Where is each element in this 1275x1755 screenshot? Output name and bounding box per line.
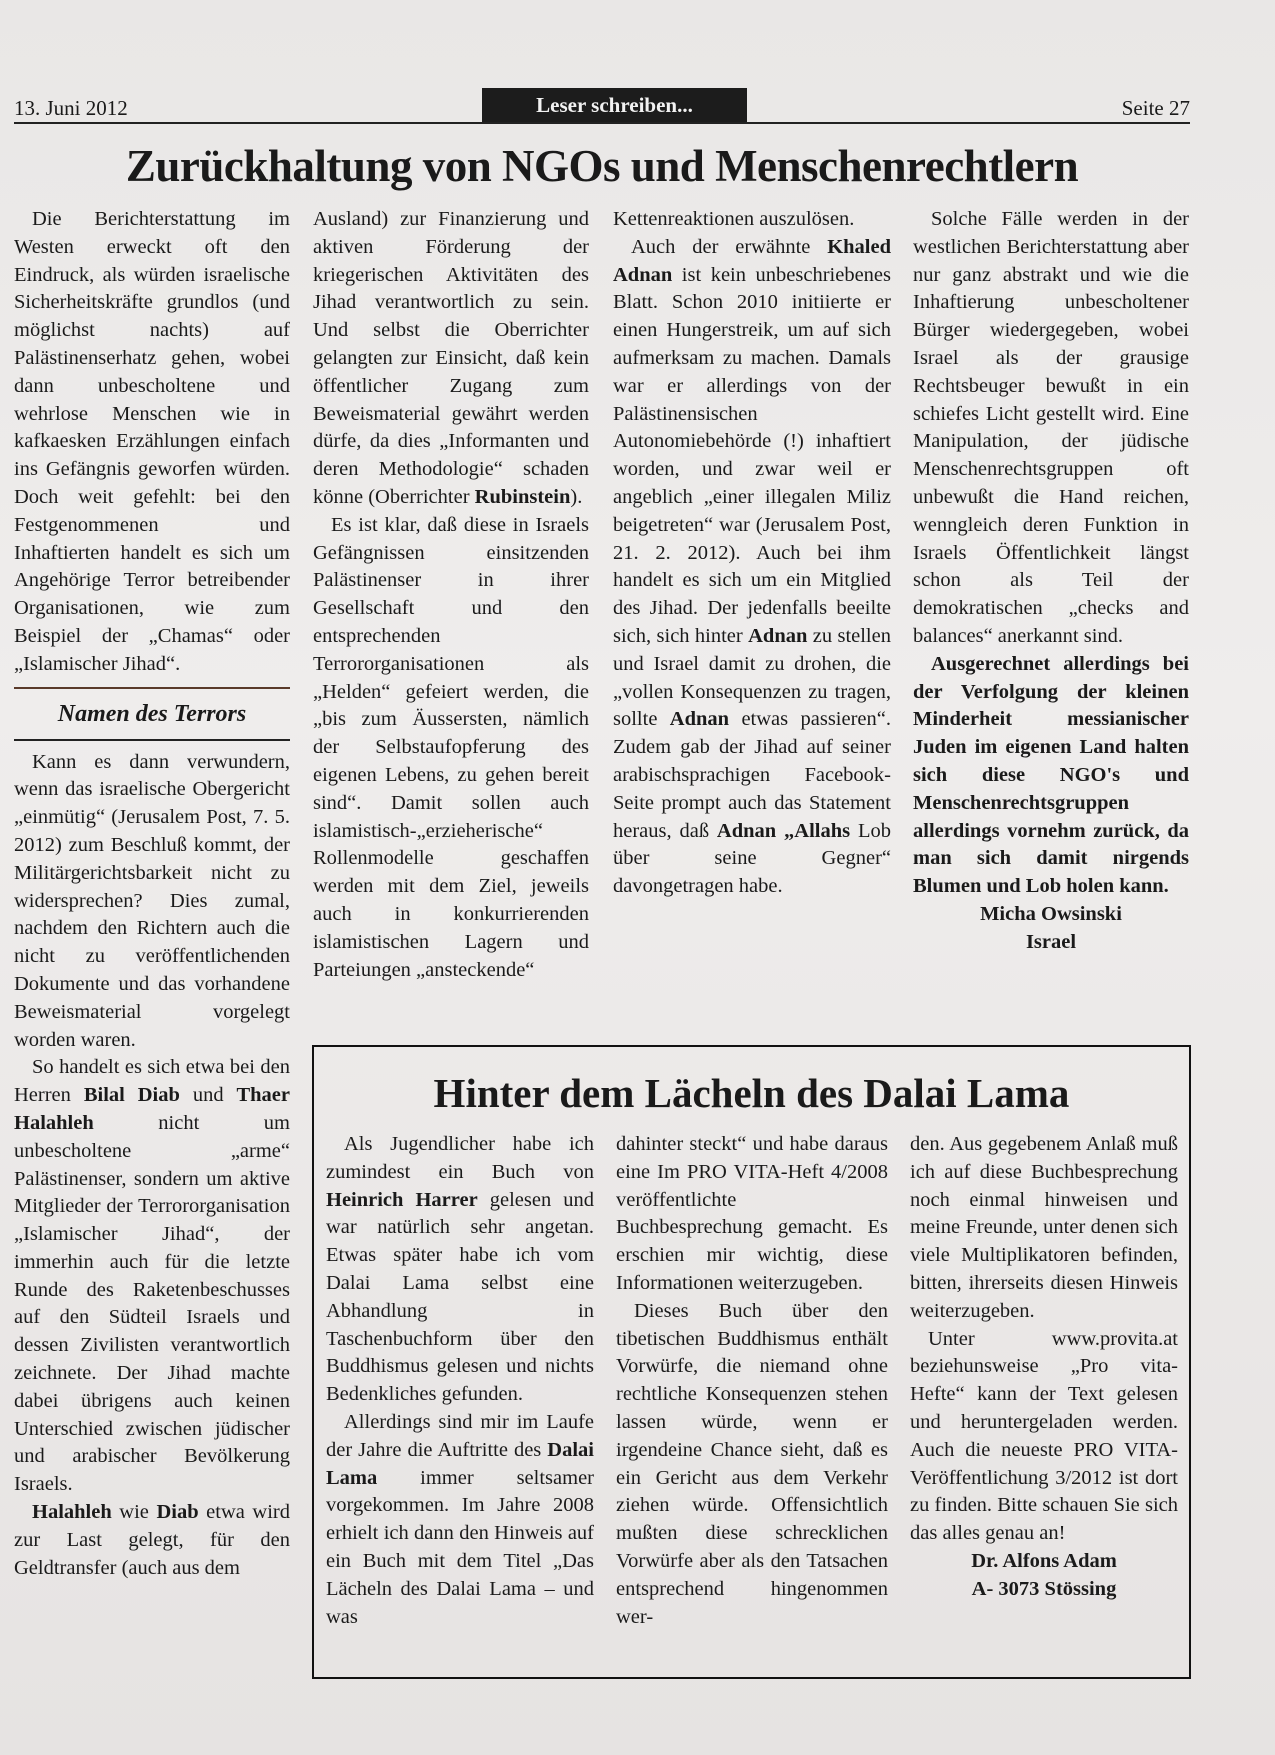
subhead-namen-des-terrors: Namen des Terrors bbox=[57, 700, 247, 727]
article2-c2-p1: dahinter steckt“ und habe daraus eine Im PRO VITA-Heft 4/2008 veröffentlichte Buchbesprechung gemacht. Es erschien mir wichtig, diese Informationen weiterzugeben. bbox=[616, 1133, 888, 1294]
author2-name: Dr. Alfons Adam bbox=[971, 1549, 1117, 1572]
page-header bbox=[14, 88, 1190, 124]
article1-column-4 bbox=[913, 206, 1189, 1006]
issue-date: 13. Juni 2012 bbox=[14, 96, 128, 120]
author2-place: A- 3073 Stössing bbox=[971, 1577, 1117, 1600]
article1-c1-p4: Halahleh wie Diab etwa wird zur Last gelegt, für den Geldtransfer (auch aus dem bbox=[14, 1501, 290, 1579]
article2-headline: Hinter dem Lächeln des Dalai Lama bbox=[433, 1070, 1070, 1116]
article2-c3-p1: den. Aus gegebenem Anlaß muß ich auf diese Buchbesprechung noch einmal hinweisen und meine Freunde, unter denen sich viele Multiplikatoren befinden, bitten, ihrerseits diesen Hinweis weiterzugeben. bbox=[910, 1133, 1178, 1322]
name-bilal-diab: Bilal Diab bbox=[83, 1084, 180, 1107]
article2-c3-p2: Unter www.provita.at beziehunsweise „Pro vita-Hefte“ kann der Text gelesen und heruntergeladen werden. Auch die neueste PRO VITA-Veröffentlichung 3/2012 ist dort zu finden. Bitte schauen Sie sich das alles genau an! bbox=[910, 1327, 1178, 1545]
article1-column-2 bbox=[313, 206, 589, 1006]
name-thaer-halahleh: Thaer Halahleh bbox=[14, 1084, 290, 1134]
author-name: Micha Owsinski bbox=[980, 902, 1122, 925]
name-khaled-adnan: Khaled Adnan bbox=[613, 235, 891, 286]
article1-c4-p1: Solche Fälle werden in der westlichen Berichterstattung aber nur ganz abstrakt und wie die Inhaftierung unbescholtener Bürger wiedergegeben, wobei Israel als der grausige Rechtsbeuger bewußt in ein schiefes Licht gestellt wird. Eine Manipulation, der jüdische Menschenrechtsgruppen oft unbewußt die Hand reichen, wenngleich deren Funktion in Israels Öffentlichkeit längst schon als Teil der demokratischen „checks and balances“ anerkannt sind. bbox=[913, 208, 1189, 647]
subhead-rule-top bbox=[14, 687, 290, 689]
article2-column-2 bbox=[616, 1131, 888, 1671]
article1-c1-p3: So handelt es sich etwa bei den Herren Bilal Diab und Thaer Halahleh nicht um unbescholtene „arme“ Palästinenser, sondern um aktive Mitglieder der Terrororganisation „Islamischer Jihad“, der immerhin auch für die letzte Runde des Raketenbeschusses auf den Südteil Israels und dessen Zivilisten verantwortlich zeichnete. Der Jihad machte dabei übrigens auch keinen Unterschied zwischen jüdischer und arabischer Bevölkerung Israels. bbox=[14, 1056, 290, 1496]
article2-column-3 bbox=[910, 1131, 1178, 1671]
name-rubinstein: Rubinstein bbox=[474, 485, 571, 508]
article1-c1-p2: Kann es dann verwundern, wenn das israelische Obergericht „einmütig“ (Jerusalem Post, 7. 5. 2012) zum Beschluß kommt, der Militärgerichtsbarkeit nicht zu widersprechen? Dies zumal, nachdem den Richtern auch die nicht zu veröffentlichenden Dokumente und das vorhandene Beweismaterial vorgelegt worden waren. bbox=[14, 750, 290, 1051]
name-heinrich-harrer: Heinrich Harrer bbox=[326, 1188, 478, 1211]
subhead-rule-bottom bbox=[14, 739, 290, 741]
article2-column-1 bbox=[326, 1131, 594, 1671]
page-number: Seite 27 bbox=[1121, 96, 1190, 120]
section-label: Leser schreiben... bbox=[482, 88, 747, 122]
article1-c4-p2: Ausgerechnet allerdings bei der Verfolgung der kleinen Minderheit messianischer Juden im eigenen Land halten sich diese NGO's und Menschenrechtsgruppen allerdings vornehm zurück, da man sich damit nirgends Blumen und Lob holen kann. bbox=[913, 652, 1189, 898]
article1-c3-p1: Kettenreaktionen auszulösen. bbox=[613, 208, 855, 230]
article1-headline: Zurückhaltung von NGOs und Menschenrechtlern bbox=[125, 141, 1079, 191]
article2-c1-p1: Als Jugendlicher habe ich zumindest ein Buch von Heinrich Harrer gelesen und war natürlich sehr angetan. Etwas später habe ich vom Dalai Lama selbst eine Abhandlung in Taschenbuchform über den Buddhismus gelesen und nichts Bedenkliches gefunden. bbox=[326, 1133, 594, 1406]
author-place: Israel bbox=[1025, 930, 1077, 953]
article1-c1-p1: Die Berichterstattung im Westen erweckt oft den Eindruck, als würden israelische Sicherheitskräfte grundlos (und möglichst nachts) auf Palästinenserhatz gehen, wobei dann unbescholtene und wehrlose Menschen wie in kafkaesken Erzählungen einfach ins Gefängnis geworfen würden. Doch weit gefehlt: bei den Festgenommenen und Inhaftierten handelt es sich um Angehörige Terror betreibender Organisationen, wie zum Beispiel der „Chamas“ oder „Islamischer Jihad“. bbox=[14, 208, 290, 675]
article1-column-3 bbox=[613, 206, 891, 1006]
article2-c2-p2: Dieses Buch über den tibetischen Buddhismus enthält Vorwürfe, die niemand ohne rechtliche Konsequenzen stehen lassen würde, wenn er irgendeine Chance sieht, daß es ein Gericht aus dem Verkehr ziehen würde. Offensichtlich mußten diese schrecklichen Vorwürfe aber als den Tatsachen entsprechend hingenommen wer- bbox=[616, 1299, 888, 1628]
article2-c1-p2: Allerdings sind mir im Laufe der Jahre die Auftritte des Dalai Lama immer seltsamer vorgekommen. Im Jahre 2008 erhielt ich dann den Hinweis auf ein Buch mit dem Titel „Das Lächeln des Dalai Lama – und was bbox=[326, 1410, 594, 1628]
article1-c3-p2: Auch der erwähnte Khaled Adnan ist kein unbeschriebenes Blatt. Schon 2010 initiierte er einen Hungerstreik, um auf sich aufmerksam zu machen. Damals war er allerdings von der Palästinensischen Autonomiebehörde (!) inhaftiert worden, und zwar weil er angeblich „einer illegalen Miliz beigetreten“ war (Jerusalem Post, 21. 2. 2012). Auch bei ihm handelt es sich um ein Mitglied des Jihad. Der jedenfalls beeilte sich, sich hinter Adnan zu stellen und Israel damit zu drohen, die „vollen Konsequenzen zu tragen, sollte Adnan etwas passieren“. Zudem gab der Jihad auf seiner arabischsprachigen Facebook-Seite prompt auch das Statement heraus, daß Adnan „Allahs Lob über seine Gegner“ davongetragen habe. bbox=[613, 235, 891, 898]
name-dalai-lama: Dalai Lama bbox=[326, 1438, 594, 1489]
article1-c2-p2: Es ist klar, daß diese in Israels Gefängnissen einsitzenden Palästinenser in ihrer Gesellschaft und den entsprechenden Terrororganisationen als „Helden“ gefeiert werden, die „bis zum Äussersten, nämlich der Selbstaufopferung des eigenen Lebens, zu gehen bereit sind“. Damit sollen auch islamistisch-„erzieherische“ Rollenmodelle geschaffen werden mit dem Ziel, jeweils auch in konkurrierenden islamistischen Lagern und Parteiungen „ansteckende“ bbox=[313, 513, 589, 981]
article2-box bbox=[312, 1045, 1191, 1679]
article1-c2-p1: Ausland) zur Finanzierung und aktiven Förderung der kriegerischen Aktivitäten des Jihad verantwortlich zu sein. Und selbst die Oberrichter gelangten zur Einsicht, daß kein öffentlicher Zugang zum Beweismaterial gewährt werden dürfe, da dies „Informanten und deren Methodologie“ schaden könne (Oberrichter Rubinstein). bbox=[313, 208, 589, 508]
article1-column-1 bbox=[14, 206, 290, 1686]
